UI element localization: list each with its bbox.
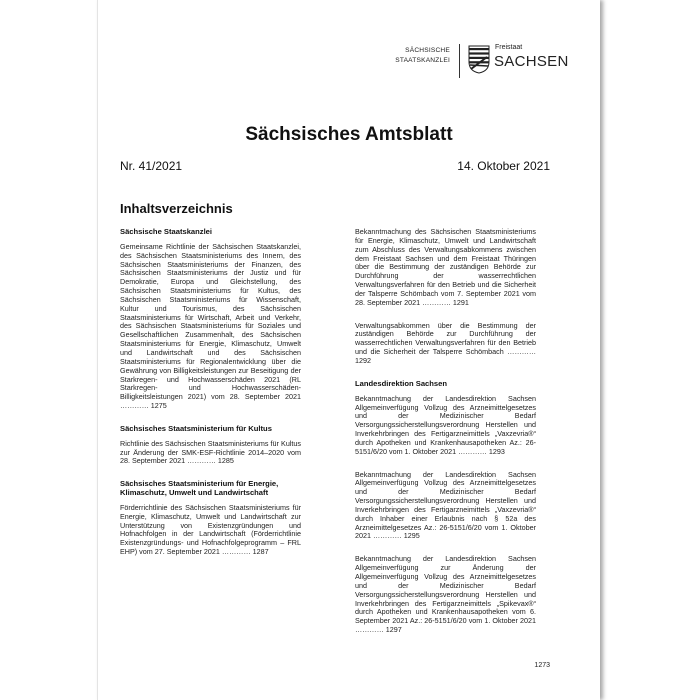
sachsen-text: SACHSEN: [494, 53, 569, 70]
toc-entry[interactable]: Gemeinsame Richtlinie der Sächsischen Staatskanzlei, des Sächsischen Staatsministeriums des Innern, des Sächsischen Staatsministeriums der Finanzen, des Sächsischen Staatsministeriums der Justiz und für Demokratie, Europa und Gleichstellung, des Sächsischen Staatsministeriums für Kultus, des Sächsischen Staatsministeriums für Wissenschaft, Kultur und Tourismus, des Sächsischen Staatsministeriums für Wirtschaft, Arbeit und Verkehr, des Sächsischen Staatsministeriums für Soziales und Gesellschaftlichen Zusammenhalt, des Sächsischen Staatsministeriums für Energie, Klimaschutz, Umwelt und Landwirtschaft und des Sächsischen Staatsministeriums für Regionalentwicklung über die Gewährung von Billigkeitsleistungen zur Beseitigung der Starkregen- und Hochwasserschäden 2021 (RL Starkregen- und Hochwasserschäden-Billigkeitsleistungen 2021) vom 28. September 2021 ………… 1275: [120, 241, 301, 411]
freistaat-text: Freistaat: [495, 44, 523, 51]
toc-entry[interactable]: Richtlinie des Sächsischen Staatsministeriums für Kultus zur Änderung der SMK-ESF-Richtlinie 2014–2020 vom 28. September 2021 ………… 1285: [120, 438, 301, 466]
toc-entry-text: Bekanntmachung der Landesdirektion Sachsen Allgemeinverfügung zur Änderung der Allgemeinverfügung Vollzug des Arzneimittelgesetzes und der Medizinischer Bedarf Versorgungssicherstellungsverordnung Herstellen und Inverkehrbringen des Fertigarzneimittels „Spikevax®“ durch Apotheken und Krankenhausapotheken vom 6. September 2021 Az.: 26-5151/6/20 vom 1. Oktober 2021: [355, 554, 536, 626]
toc-entry-page: 1291: [452, 297, 469, 307]
staatskanzlei-text: SÄCHSISCHE STAATSKANZLEI: [395, 47, 450, 64]
toc-section: [120, 425, 301, 466]
toc-entry-page: 1275: [150, 401, 167, 411]
publication-title: Sächsisches Amtsblatt: [245, 124, 453, 145]
toc-section-heading: Landesdirektion Sachsen: [355, 378, 447, 388]
toc-entry-text: Verwaltungsabkommen über die Bestimmung der zuständigen Behörde zur Durchführung der wasserrechtlichen Verwaltungsverfahren für den Betrieb und die Sicherheit der Talsperre Schömbach: [355, 320, 536, 357]
toc-entry-text: Förderrichtlinie des Sächsischen Staatsministeriums für Energie, Klimaschutz, Umwelt und Landwirtschaft zur Unterstützung von Existenzgründungen und Hofnachfolgen in der Landwirtschaft (Förderrichtlinie Existenzgründungs- und Hofnachfolgeprogramm – FRL EHP) vom 27. September 2021: [120, 502, 301, 557]
toc-entry[interactable]: Förderrichtlinie des Sächsischen Staatsministeriums für Energie, Klimaschutz, Umwelt und Landwirtschaft zur Unterstützung von Existenzgründungen und Hofnachfolgen in der Landwirtschaft (Förderrichtlinie Existenzgründungs- und Hofnachfolgeprogramm – FRL EHP) vom 27. September 2021 ………… 1287: [120, 502, 301, 557]
toc-section: [355, 380, 536, 635]
toc-entry-text: Richtlinie des Sächsischen Staatsministeriums für Kultus zur Änderung der SMK-ESF-Richtlinie 2014–2020 vom 28. September 2021: [120, 438, 301, 466]
saxony-coat-of-arms-icon: [468, 45, 490, 74]
toc-entry[interactable]: Bekanntmachung der Landesdirektion Sachsen Allgemeinverfügung Vollzug des Arzneimittelgesetzes und der Medizinischer Bedarf Versorgungssicherstellungsverordnung Herstellen und Inverkehrbringen des Fertigarzneimittels „Vaxzevria®“ durch Inhaber einer Erlaubnis nach § 52a des Arzneimittelgesetzes Az.: 26-5151/6/20 vom 1. Oktober 2021 ………… 1295: [355, 469, 536, 541]
toc-right-column: [355, 228, 536, 649]
toc-section: [120, 228, 301, 411]
logo-divider: [459, 44, 460, 78]
issue-date: 14. Oktober 2021: [457, 159, 550, 173]
page-number: 1273: [534, 662, 550, 669]
toc-entry-text: Bekanntmachung der Landesdirektion Sachsen Allgemeinverfügung Vollzug des Arzneimittelgesetzes und der Medizinischer Bedarf Versorgungssicherstellungsverordnung Herstellen und Inverkehrbringen des Fertigarzneimittels „Vaxzevria®“ durch Inhaber einer Erlaubnis nach § 52a des Arzneimittelgesetzes Az.: 26-5151/6/20 vom 1. Oktober 2021: [355, 469, 536, 541]
toc-entry[interactable]: Bekanntmachung der Landesdirektion Sachsen Allgemeinverfügung Vollzug des Arzneimittelgesetzes und der Medizinischer Bedarf Versorgungssicherstellungsverordnung Herstellen und Inverkehrbringen des Fertigarzneimittels „Vaxzevria®“ durch Apotheken und Krankenhausapotheken Az.: 26-5151/6/20 vom 1. Oktober 2021 ………… 1293: [355, 393, 536, 456]
toc-entry-text: Bekanntmachung des Sächsischen Staatsministeriums für Energie, Klimaschutz, Umwelt und Landwirtschaft zum Abschluss des Verwaltungsabkommens zwischen dem Freistaat Sachsen und dem Freistaat Thüringen über die Bestimmung der zuständigen Behörde zur Durchführung der wasserrechtlichen Verwaltungsverfahren für den Betrieb und die Sicherheit der Talsperre Schömbach vom 7. September 2021 vom 28. September 2021: [355, 227, 536, 307]
toc-section: [355, 228, 536, 366]
toc-entry-page: 1297: [385, 625, 402, 635]
toc-entry[interactable]: Verwaltungsabkommen über die Bestimmung der zuständigen Behörde zur Durchführung der wasserrechtlichen Verwaltungsverfahren für den Betrieb und die Sicherheit der Talsperre Schömbach ………… 1292: [355, 320, 537, 365]
issue-number: Nr. 41/2021: [120, 159, 183, 173]
toc-section: [120, 480, 301, 557]
toc-entry-page: 1285: [217, 456, 234, 466]
toc-entry-page: 1287: [252, 547, 269, 557]
document-page: [97, 0, 600, 700]
toc-entry-page: 1292: [355, 355, 371, 365]
toc-heading: Inhaltsverzeichnis: [120, 201, 233, 216]
toc-entry-text: Gemeinsame Richtlinie der Sächsischen Staatskanzlei, des Sächsischen Staatsministeriums des Innern, des Sächsischen Staatsministeriums der Finanzen, des Sächsischen Staatsministeriums der Justiz und für Demokratie, Europa und Gleichstellung, des Sächsischen Staatsministeriums für Kultus, des Sächsischen Staatsministeriums für Wissenschaft, Kultur und Tourismus, des Sächsischen Staatsministeriums für Wirtschaft, Arbeit und Verkehr, des Sächsischen Staatsministeriums für Soziales und Gesellschaftlichen Zusammenhalt, des Sächsischen Staatsministeriums für Energie, Klimaschutz, Umwelt und Landwirtschaft und des Sächsischen Staatsministeriums für Regionalentwicklung über die Gewährung von Billigkeitsleistungen zur Beseitigung der Starkregen- und Hochwasserschäden 2021 (RL Starkregen- und Hochwasserschäden-Billigkeitsleistungen 2021) vom 28. September 2021: [120, 241, 301, 402]
toc-section-heading: Sächsisches Staatsministerium für Kultus: [120, 423, 272, 433]
toc-section-heading: Sächsisches Staatsministerium für Energie, Klimaschutz, Umwelt und Landwirtschaft: [120, 479, 279, 498]
toc-entry-page: 1293: [488, 446, 505, 456]
toc-left-column: [120, 228, 301, 571]
toc-entry[interactable]: Bekanntmachung der Landesdirektion Sachsen Allgemeinverfügung zur Änderung der Allgemeinverfügung Vollzug des Arzneimittelgesetzes und der Medizinischer Bedarf Versorgungssicherstellungsverordnung Herstellen und Inverkehrbringen des Fertigarzneimittels „Spikevax®“ durch Apotheken und Krankenhausapotheken vom 6. September 2021 Az.: 26-5151/6/20 vom 1. Oktober 2021 ………… 1297: [355, 554, 536, 635]
toc-entry-page: 1295: [403, 531, 420, 541]
toc-section-heading: Sächsische Staatskanzlei: [120, 227, 213, 236]
toc-entry-text: Bekanntmachung der Landesdirektion Sachsen Allgemeinverfügung Vollzug des Arzneimittelgesetzes und der Medizinischer Bedarf Versorgungssicherstellungsverordnung Herstellen und Inverkehrbringen des Fertigarzneimittels „Vaxzevria®“ durch Apotheken und Krankenhausapotheken Az.: 26-5151/6/20 vom 1. Oktober 2021: [355, 393, 536, 456]
toc-entry[interactable]: Bekanntmachung des Sächsischen Staatsministeriums für Energie, Klimaschutz, Umwelt und Landwirtschaft zum Abschluss des Verwaltungsabkommens zwischen dem Freistaat Sachsen und dem Freistaat Thüringen über die Bestimmung der zuständigen Behörde zur Durchführung der wasserrechtlichen Verwaltungsverfahren für den Betrieb und die Sicherheit der Talsperre Schömbach vom 7. September 2021 vom 28. September 2021 ………… 1291: [355, 227, 536, 307]
